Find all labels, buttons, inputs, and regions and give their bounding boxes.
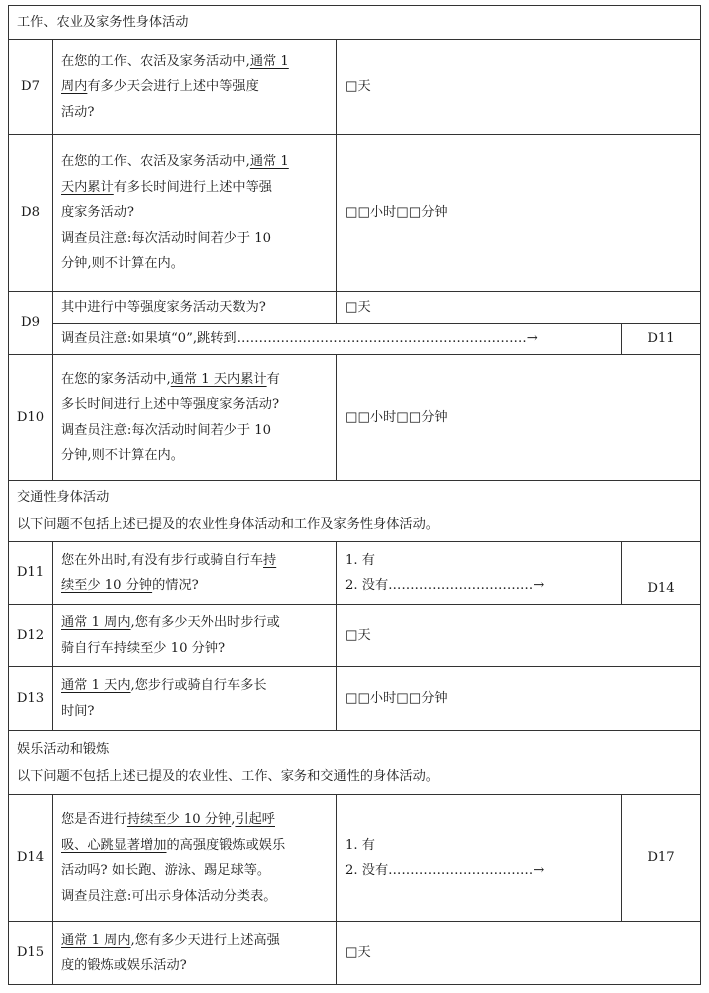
text-segment: 活动吗? 如长跑、游泳、踢足球等。 xyxy=(61,863,271,878)
emphasis-segment: 通常 1 周内 xyxy=(61,932,131,948)
text-segment: 骑自行车持续至少 10 分钟? xyxy=(61,640,226,656)
text-segment: 的高强度锻炼或娱乐 xyxy=(166,837,286,853)
section-header-row xyxy=(9,481,701,542)
text-segment: 其中进行中等强度家务活动天数为? xyxy=(61,299,266,315)
answer-options xyxy=(337,542,622,605)
question-code: D13 xyxy=(9,667,53,731)
emphasis-segment: 持 xyxy=(263,552,277,568)
answer-cell[interactable] xyxy=(337,292,701,324)
section-title: 交通性身体活动 xyxy=(17,490,110,505)
section-title: 工作、农业及家务性身体活动 xyxy=(17,15,189,30)
interviewer-note: 调查员注意:每次活动时间若少于 10 xyxy=(61,230,272,246)
interviewer-note: 分钟,则不计算在内。 xyxy=(61,448,184,463)
emphasis-segment: 通常 1 xyxy=(249,53,289,69)
question-row-d9 xyxy=(9,292,701,324)
question-code: D9 xyxy=(9,292,53,355)
emphasis-segment: 引起呼 xyxy=(235,812,275,827)
jump-target: D11 xyxy=(622,324,701,355)
text-segment: 您在外出时,有没有步行或骑自行车 xyxy=(61,552,264,568)
text-segment: 度的锻炼或娱乐活动? xyxy=(61,958,187,973)
question-code: D14 xyxy=(9,795,53,922)
section-leisure xyxy=(9,731,701,795)
emphasis-segment: 周内 xyxy=(61,79,88,95)
interviewer-note: 调查员注意:如果填“0”,跳转到…………………………………………………………→ xyxy=(61,331,538,347)
text-segment: ,您有多少天外出时步行或 xyxy=(130,615,280,630)
text-segment: 活动? xyxy=(61,104,95,120)
question-text xyxy=(53,292,337,324)
answer-cell[interactable] xyxy=(337,355,701,481)
question-code: D15 xyxy=(9,922,53,985)
jump-target: D17 xyxy=(622,795,701,922)
skip-instruction xyxy=(53,324,622,355)
question-row-d14 xyxy=(9,795,701,922)
option-no[interactable]: 2. 没有……………………………→ xyxy=(345,863,545,878)
emphasis-segment: 吸、心跳显著增加 xyxy=(61,837,167,853)
jump-target: D14 xyxy=(622,542,701,605)
emphasis-segment: 通常 1 天内累计 xyxy=(170,371,267,387)
interviewer-note: 分钟,则不计算在内。 xyxy=(61,256,184,272)
answer-cell[interactable] xyxy=(337,667,701,731)
answer-days-field[interactable]: □天 xyxy=(345,79,371,95)
section-work xyxy=(9,6,701,40)
question-row-d15 xyxy=(9,922,701,985)
answer-options xyxy=(337,795,622,922)
section-header-row xyxy=(9,6,701,40)
text-segment: 有多少天会进行上述中等强度 xyxy=(87,79,259,95)
emphasis-segment: 持续至少 10 分钟 xyxy=(126,812,232,827)
option-yes[interactable]: 1. 有 xyxy=(345,837,375,853)
answer-cell[interactable] xyxy=(337,135,701,292)
question-row-d7 xyxy=(9,40,701,135)
answer-cell[interactable] xyxy=(337,605,701,667)
emphasis-segment: 通常 1 xyxy=(249,154,289,170)
answer-cell[interactable] xyxy=(337,922,701,985)
option-yes[interactable]: 1. 有 xyxy=(345,552,375,568)
answer-cell[interactable] xyxy=(337,40,701,135)
section-note: 以下问题不包括上述已提及的农业性身体活动和工作及家务性身体活动。 xyxy=(17,517,439,532)
text-segment: 多长时间进行上述中等强度家务活动? xyxy=(61,397,280,412)
answer-days-field[interactable]: □天 xyxy=(345,627,371,643)
text-segment: 度家务活动? xyxy=(61,205,135,221)
section-note: 以下问题不包括上述已提及的农业性、工作、家务和交通性的身体活动。 xyxy=(17,768,439,784)
section-header-row xyxy=(9,731,701,795)
skip-instruction-row xyxy=(9,324,701,355)
question-code: D11 xyxy=(9,542,53,605)
text-segment: 有多长时间进行上述中等强 xyxy=(113,179,272,195)
question-code: D10 xyxy=(9,355,53,481)
question-row-d12 xyxy=(9,605,701,667)
answer-duration-field[interactable]: □□小时□□分钟 xyxy=(345,409,448,425)
section-title: 娱乐活动和锻炼 xyxy=(17,741,110,757)
question-text xyxy=(53,605,337,667)
question-row-d8 xyxy=(9,135,701,292)
text-segment: ,您步行或骑自行车多长 xyxy=(130,678,267,693)
question-code: D12 xyxy=(9,605,53,667)
text-segment: 您是否进行 xyxy=(61,812,127,827)
question-text xyxy=(53,667,337,731)
question-row-d11 xyxy=(9,542,701,605)
interviewer-note: 调查员注意:每次活动时间若少于 10 xyxy=(61,422,272,438)
question-text xyxy=(53,795,337,922)
interviewer-note: 调查员注意:可出示身体活动分类表。 xyxy=(61,888,277,904)
question-row-d13 xyxy=(9,667,701,731)
question-text xyxy=(53,40,337,135)
text-segment: 在您的工作、农活及家务活动中, xyxy=(61,53,250,69)
question-text xyxy=(53,922,337,985)
question-text xyxy=(53,542,337,605)
emphasis-segment: 续至少 10 分钟 xyxy=(61,578,153,593)
text-segment: 时间? xyxy=(61,703,95,719)
answer-duration-field[interactable]: □□小时□□分钟 xyxy=(345,205,448,221)
question-code: D7 xyxy=(9,40,53,135)
answer-duration-field[interactable]: □□小时□□分钟 xyxy=(345,690,448,706)
survey-table xyxy=(8,5,701,985)
question-code: D8 xyxy=(9,135,53,292)
question-text xyxy=(53,355,337,481)
emphasis-segment: 天内累计 xyxy=(61,179,114,195)
emphasis-segment: 通常 1 天内 xyxy=(61,678,131,693)
answer-days-field[interactable]: □天 xyxy=(345,299,371,315)
text-segment: 有 xyxy=(266,371,280,387)
option-no[interactable]: 2. 没有……………………………→ xyxy=(345,578,545,593)
text-segment: 的情况? xyxy=(152,578,199,593)
text-segment: , xyxy=(231,812,236,827)
text-segment: ,您有多少天进行上述高强 xyxy=(130,932,280,948)
emphasis-segment: 通常 1 周内 xyxy=(61,615,131,630)
question-text xyxy=(53,135,337,292)
question-row-d10 xyxy=(9,355,701,481)
section-transport xyxy=(9,481,701,542)
text-segment: 在您的工作、农活及家务活动中, xyxy=(61,154,250,170)
text-segment: 在您的家务活动中, xyxy=(61,371,171,387)
answer-days-field[interactable]: □天 xyxy=(345,945,371,961)
